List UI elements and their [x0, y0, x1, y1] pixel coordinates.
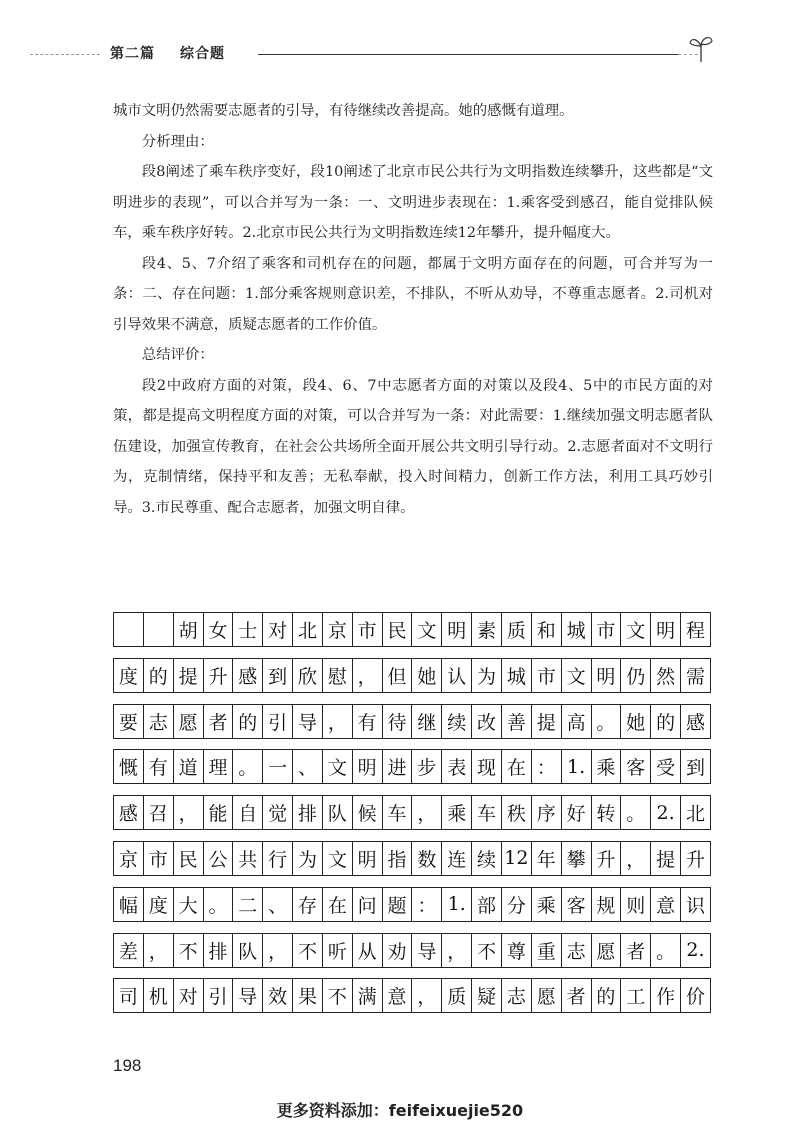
grid-cell: 转	[592, 796, 622, 829]
grid-cell: 慨	[114, 750, 144, 783]
grid-cell: 市	[353, 613, 383, 646]
grid-cell: 愿	[532, 979, 562, 1012]
grid-cell: 存	[293, 888, 323, 921]
grid-cell: 认	[442, 659, 472, 692]
grid-cell: ：	[412, 888, 442, 921]
grid-cell: 文	[562, 659, 592, 692]
grid-cell: 志	[144, 705, 174, 738]
grid-cell: 大	[174, 888, 204, 921]
body-text	[113, 96, 713, 523]
grid-cell: 效	[263, 979, 293, 1012]
grid-cell: 感	[233, 659, 263, 692]
grid-cell: 善	[502, 705, 532, 738]
grid-cell: 文	[412, 613, 442, 646]
grid-cell: 续	[442, 705, 472, 738]
grid-cell: 劝	[383, 934, 413, 967]
grid-cell: 女	[204, 613, 234, 646]
grid-cell: 提	[532, 705, 562, 738]
grid-cell: 则	[621, 888, 651, 921]
grid-cell: 数	[412, 842, 442, 875]
grid-row	[113, 749, 711, 784]
grid-cell: 意	[383, 979, 413, 1012]
grid-cell: 的	[233, 705, 263, 738]
grid-cell: 重	[532, 934, 562, 967]
grid-cell: 要	[114, 705, 144, 738]
grid-cell: 2.	[651, 796, 681, 829]
grid-cell: 客	[562, 888, 592, 921]
grid-cell: 愿	[174, 705, 204, 738]
grid-cell: 识	[685, 894, 705, 917]
grid-cell: 车	[383, 796, 413, 829]
grid-cell: 客	[621, 750, 651, 783]
grid-cell: 。	[621, 796, 651, 829]
grid-cell: ，	[323, 705, 353, 738]
grid-cell: 自	[233, 796, 263, 829]
grid-cell: 度	[114, 659, 144, 692]
grid-cell: 需	[685, 665, 705, 688]
grid-row	[113, 658, 711, 693]
grid-cell: 素	[472, 613, 502, 646]
paragraph: 段2中政府方面的对策，段4、6、7中志愿者方面的对策以及段4、5中的市民方面的对策，都是提高文明程度方面的对策，可以合并写为一条：对此需要：1.继续加强文明志愿者队伍建设，加强宣传教育，在社会公共场所全面开展公共文明引导行动。2.志愿者面对不文明行为，克制情绪，保持平和友善；无私奉献，投入时间精力，创新工作方法，利用工具巧妙引导。3.市民尊重、配合志愿者，加强文明自律。	[113, 377, 713, 516]
grid-cell: 胡	[174, 613, 204, 646]
grid-cell: 排	[293, 796, 323, 829]
footer-note: 更多资料添加：feifeixuejie520	[276, 1101, 524, 1120]
grid-cell: 规	[592, 888, 622, 921]
page-number: 198	[113, 1056, 142, 1075]
grid-cell: 表	[442, 750, 472, 783]
grid-cell: 指	[383, 842, 413, 875]
grid-cell: 攀	[562, 842, 592, 875]
grid-cell: 质	[442, 979, 472, 1012]
header-part-label: 第二篇	[110, 46, 155, 62]
grid-cell: ，	[174, 796, 204, 829]
grid-cell: 尊	[502, 934, 532, 967]
grid-cell: 明	[353, 750, 383, 783]
grid-cell: 明	[651, 613, 681, 646]
header-dotted-rule	[30, 54, 100, 55]
grid-row	[113, 704, 711, 739]
grid-cell: 幅	[114, 888, 144, 921]
paragraph: 段4、5、7介绍了乘客和司机存在的问题，都属于文明方面存在的问题，可合并写为一条：二、存在问题：1.部分乘客规则意识差，不排队，不听从劝导，不尊重志愿者。2.司机对引导效果不满意，质疑志愿者的工作价值。	[113, 255, 713, 333]
grid-cell: 导	[293, 705, 323, 738]
grid-row	[113, 612, 711, 647]
grid-cell: 题	[383, 888, 413, 921]
grid-cell: ：	[532, 750, 562, 783]
grid-cell: 1.	[562, 750, 592, 783]
grid-cell: 行	[263, 842, 293, 875]
grid-cell: 者	[204, 705, 234, 738]
grid-cell: 12	[502, 842, 532, 875]
grid-cell: 到	[685, 757, 705, 780]
grid-cell: 排	[204, 934, 234, 967]
grid-cell: 队	[323, 796, 353, 829]
grid-cell: 待	[383, 705, 413, 738]
grid-cell: 有	[353, 705, 383, 738]
grid-cell: 然	[651, 659, 681, 692]
grid-cell: 进	[383, 750, 413, 783]
grid-cell: 京	[323, 613, 353, 646]
grid-cell: 对	[263, 613, 293, 646]
grid-cell	[114, 613, 144, 646]
grid-cell: 现	[472, 750, 502, 783]
grid-cell: 引	[204, 979, 234, 1012]
grid-cell: 连	[442, 842, 472, 875]
grid-cell: 到	[263, 659, 293, 692]
paragraph: 段8阐述了乘车秩序变好，段10阐述了北京市民公共行为文明指数连续攀升，这些都是“文明进步的表现”，可以合并写为一条：一、文明进步表现在：1.乘客受到感召，能自觉排队候车，乘车秩序好转。2.北京市民公共行为文明指数连续12年攀升，提升幅度大。	[113, 164, 713, 241]
grid-cell: 秩	[502, 796, 532, 829]
grid-cell: 升	[685, 848, 705, 871]
grid-cell: 机	[144, 979, 174, 1012]
grid-cell: 她	[412, 659, 442, 692]
grid-cell: 文	[323, 842, 353, 875]
grid-cell: 作	[651, 979, 681, 1012]
grid-cell: 乘	[532, 888, 562, 921]
grid-cell: ，	[144, 934, 174, 967]
grid-cell: 程	[685, 620, 705, 642]
grid-cell: 市	[592, 613, 622, 646]
grid-cell: 度	[144, 888, 174, 921]
grid-cell: 问	[353, 888, 383, 921]
grid-cell: 从	[353, 934, 383, 967]
grid-cell: 价	[685, 986, 705, 1009]
grid-cell: 步	[412, 750, 442, 783]
grid-cell: 不	[174, 934, 204, 967]
grid-cell: 北	[293, 613, 323, 646]
grid-cell: 队	[233, 934, 263, 967]
grid-cell: 志	[502, 979, 532, 1012]
grid-cell: 、	[293, 750, 323, 783]
grid-cell: 受	[651, 750, 681, 783]
grid-cell: 道	[174, 750, 204, 783]
grid-cell: 好	[562, 796, 592, 829]
grid-row	[113, 841, 711, 876]
grid-cell: 、	[263, 888, 293, 921]
grid-cell: 引	[263, 705, 293, 738]
grid-cell: 不	[472, 934, 502, 967]
grid-cell: 部	[472, 888, 502, 921]
grid-cell: 慰	[323, 659, 353, 692]
grid-cell: 明	[442, 613, 472, 646]
grid-cell: 质	[502, 613, 532, 646]
grid-cell: 愿	[592, 934, 622, 967]
grid-cell: 升	[204, 659, 234, 692]
grid-cell: ，	[412, 979, 442, 1012]
grid-cell: 理	[204, 750, 234, 783]
grid-cell: 明	[353, 842, 383, 875]
grid-cell: 的	[592, 979, 622, 1012]
grid-cell: 升	[592, 842, 622, 875]
grid-cell: 提	[174, 659, 204, 692]
grid-cell: 但	[383, 659, 413, 692]
paragraph: 分析理由：	[141, 133, 214, 150]
grid-cell: 导	[233, 979, 263, 1012]
grid-cell	[144, 613, 174, 646]
grid-row	[113, 978, 711, 1013]
grid-cell: 高	[562, 705, 592, 738]
grid-cell: 欣	[293, 659, 323, 692]
grid-cell: 。	[651, 934, 681, 967]
grid-cell: 者	[621, 934, 651, 967]
grid-cell: 导	[412, 934, 442, 967]
grid-cell: 。	[204, 888, 234, 921]
grid-cell: 对	[174, 979, 204, 1012]
paragraph: 城市文明仍然需要志愿者的引导，有待继续改善提高。她的感慨有道理。	[113, 103, 574, 119]
grid-cell: 民	[383, 613, 413, 646]
grid-cell: 改	[472, 705, 502, 738]
grid-cell: 续	[472, 842, 502, 875]
grid-cell: ，	[353, 659, 383, 692]
header-rule	[258, 54, 678, 55]
grid-cell: 京	[114, 842, 144, 875]
grid-cell: 公	[204, 842, 234, 875]
grid-cell: 为	[472, 659, 502, 692]
grid-cell: 和	[532, 613, 562, 646]
grid-cell: ，	[412, 796, 442, 829]
grid-cell: 士	[233, 613, 263, 646]
paragraph: 总结评价：	[141, 347, 214, 363]
grid-cell: 召	[144, 796, 174, 829]
grid-cell: 1.	[442, 888, 472, 921]
grid-cell: 乘	[442, 796, 472, 829]
grid-cell: 。	[233, 750, 263, 783]
grid-cell: 提	[651, 842, 681, 875]
grid-cell: 工	[621, 979, 651, 1012]
grid-cell: 序	[532, 796, 562, 829]
grid-cell: 疑	[472, 979, 502, 1012]
grid-row	[113, 887, 711, 922]
grid-cell: 分	[502, 888, 532, 921]
grid-row	[113, 933, 711, 968]
grid-cell: 一	[263, 750, 293, 783]
grid-cell: 感	[114, 796, 144, 829]
grid-cell: 司	[114, 979, 144, 1012]
grid-cell: 差	[114, 934, 144, 967]
grid-cell: 者	[562, 979, 592, 1012]
grid-cell: 不	[293, 934, 323, 967]
grid-cell: 意	[651, 888, 681, 921]
grid-cell: 果	[293, 979, 323, 1012]
grid-cell: 市	[532, 659, 562, 692]
grid-cell: 在	[323, 888, 353, 921]
grid-cell: 共	[233, 842, 263, 875]
grid-cell: 有	[144, 750, 174, 783]
grid-cell: 二	[233, 888, 263, 921]
grid-cell: 车	[472, 796, 502, 829]
grid-cell: 明	[592, 659, 622, 692]
grid-cell: 为	[293, 842, 323, 875]
grid-cell: 市	[144, 842, 174, 875]
grid-cell: 满	[353, 979, 383, 1012]
grid-cell: 文	[323, 750, 353, 783]
grid-cell: ，	[442, 934, 472, 967]
header-section-label: 综合题	[180, 46, 225, 62]
grid-cell: 候	[353, 796, 383, 829]
grid-cell: 不	[323, 979, 353, 1012]
grid-cell: 城	[502, 659, 532, 692]
grid-cell: 年	[532, 842, 562, 875]
grid-cell: 2.	[686, 939, 705, 962]
grid-cell: ，	[263, 934, 293, 967]
grid-cell: 觉	[263, 796, 293, 829]
grid-cell: 她	[621, 705, 651, 738]
grid-cell: 能	[204, 796, 234, 829]
grid-cell: 的	[144, 659, 174, 692]
grid-row	[113, 795, 711, 830]
grid-cell: 在	[502, 750, 532, 783]
grid-cell: ，	[621, 842, 651, 875]
answer-grid	[113, 612, 711, 1024]
grid-cell: 志	[562, 934, 592, 967]
grid-cell: 乘	[592, 750, 622, 783]
grid-cell: 文	[621, 613, 651, 646]
grid-cell: 城	[562, 613, 592, 646]
running-header	[0, 40, 800, 70]
grid-cell: 感	[685, 711, 705, 734]
sprout-icon	[688, 34, 714, 64]
grid-cell: 北	[685, 803, 705, 826]
grid-cell: 听	[323, 934, 353, 967]
grid-cell: 仍	[621, 659, 651, 692]
grid-cell: 。	[592, 705, 622, 738]
grid-cell: 民	[174, 842, 204, 875]
grid-cell: 的	[651, 705, 681, 738]
grid-cell: 继	[412, 705, 442, 738]
